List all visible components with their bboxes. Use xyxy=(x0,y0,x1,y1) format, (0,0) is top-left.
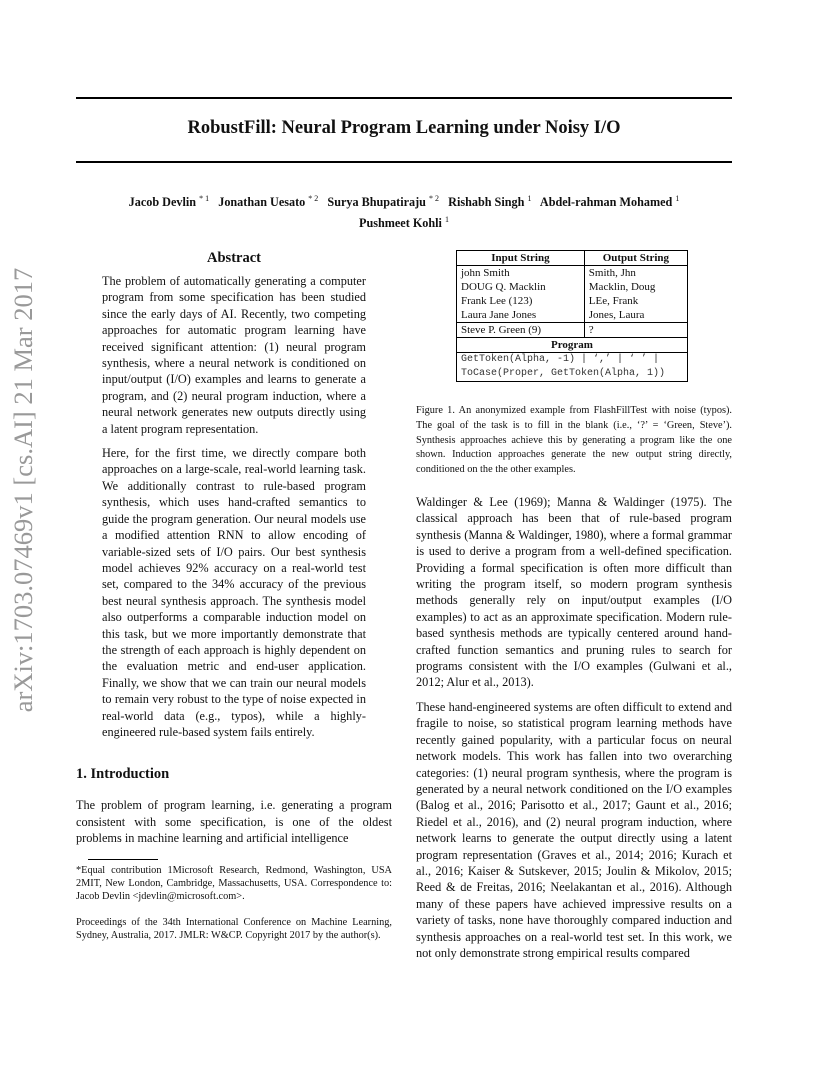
input-cell: Laura Jane Jones xyxy=(457,308,585,323)
figure-1-caption: Figure 1. An anonymized example from FlashFillTest with noise (typos). The goal of the task is to fill in the blank (i.e., ‘?’ = ‘Green, Steve’). Synthesis approaches achieve this by generating a program like the one shown. Induction approaches generate the new output string directly, conditioned on the the other examples. xyxy=(416,405,732,476)
footnote-rule xyxy=(88,859,158,860)
footnote-affiliations: *Equal contribution 1Microsoft Research, Redmond, Washington, USA 2MIT, New London, Cambridge, Massachusetts, USA. Correspondence to: Jacob Devlin <jdevlin@microsoft.com>. xyxy=(76,864,392,903)
author-list xyxy=(76,190,732,232)
intro-heading: 1. Introduction xyxy=(76,766,170,783)
title-bottom-rule xyxy=(76,161,732,163)
right-paragraph-2: These hand-engineered systems are often difficult to extend and fragile to noise, so statistical program learning methods have recently gained popularity, with a particular focus on neural network models. This work has fallen into two overarching categories: (1) neural program synthesis, where the program is generated by a neural network conditioned on the I/O examples (Balog et al., 2016; Parisotto et al., 2017; Gaunt et al., 2016; Riedel et al., 2016), and (2) neural program induction, where network learns to generate the output directly using a latent program representation (Graves et al., 2014; 2016; Kurach et al., 2016; Kaiser & Sutskever, 2015; Joulin & Mikolov, 2015; Reed & de Freitas, 2016; Neelakantan et al., 2016). Although many of these papers have achieved impressive results on a variety of tasks, none have thoroughly compared induction and synthesis approaches on a real-world test set. In this work, we not only demonstrate strong empirical results compared xyxy=(416,699,732,960)
paper-title: RobustFill: Neural Program Learning under Noisy I/O xyxy=(187,118,621,138)
author-line-1 xyxy=(76,190,732,211)
abstract-paragraph-1: The problem of automatically generating a computer program from some specification has been studied since the early days of AI. Recently, two competing approaches for automatic program learning have received significant attention: (1) neural program synthesis, where a neural network is conditioned on input/output (I/O) examples and learns to generate a program, and (2) neural program induction, where a neural network generates new outputs directly using a latent program representation. xyxy=(102,274,366,436)
author-affiliation: 1 xyxy=(445,215,449,225)
author-name: Jacob Devlin xyxy=(128,195,197,210)
author-name: Surya Bhupatiraju xyxy=(327,195,426,210)
output-cell: Macklin, Doug xyxy=(584,280,687,294)
intro-paragraph: The problem of program learning, i.e. generating a program consistent with some specification, is one of the oldest problems in machine learning and artificial intelligence xyxy=(76,798,392,846)
arxiv-stamp: arXiv:1703.07469v1 [cs.AI] 21 Mar 2017 xyxy=(8,267,38,713)
author-affiliation: 1 xyxy=(527,194,532,203)
author-affiliation: * 1 xyxy=(199,194,210,203)
author-affiliation: * 2 xyxy=(429,194,440,203)
output-cell: Jones, Laura xyxy=(584,308,687,323)
input-cell: john Smith xyxy=(457,266,585,281)
top-rule xyxy=(76,97,732,99)
input-cell: Steve P. Green (9) xyxy=(457,323,585,338)
author-line-2 xyxy=(76,211,732,232)
input-cell: Frank Lee (123) xyxy=(457,294,585,308)
author-affiliation: * 2 xyxy=(308,194,319,203)
column-header-input: Input String xyxy=(457,251,585,266)
footnote-proceedings: Proceedings of the 34th International Conference on Machine Learning, Sydney, Australia, 2017. JMLR: W&CP. Copyright 2017 by the author(s). xyxy=(76,916,392,942)
right-paragraph-1: Waldinger & Lee (1969); Manna & Waldinger (1975). The classical approach has been that of rule-based program synthesis (Manna & Waldinger, 1980), where a formal grammar is used to derive a program from a well-defined specification. Providing a formal specification is often more difficult than writing the program itself, so modern program synthesis methods generally rely on input/output examples (I/O examples) to act as an approximate specification. Modern rule-based synthesis methods are typically centered around hand-crafted function semantics and pruning rules to search for programs consistent with the I/O examples (Gulwani et al., 2012; Alur et al., 2013). xyxy=(416,495,732,690)
author-name: Abdel-rahman Mohamed xyxy=(539,195,673,210)
abstract-paragraph-2: Here, for the first time, we directly compare both approaches on a large-scale, real-world learning task. We additionally contrast to rule-based program synthesis, which uses hand-crafted semantics to guide the program generation. Our neural models use a modified attention RNN to allow encoding of variable-sized sets of I/O pairs. Our best synthesis model achieves 92% accuracy on a real-world test set, compared to the 34% accuracy of the previous best neural synthesis approach. The synthesis model also outperforms a comparable induction model on this task, but we more importantly demonstrate that the strength of each approach is highly dependent on the evaluation metric and end-user application. Finally, we show that we can train our neural models to remain very robust to the type of noise expected in real-world data (e.g., typos), while a highly-engineered rule-based system fails entirely. xyxy=(102,446,366,739)
author-name: Rishabh Singh xyxy=(448,195,525,210)
left-column xyxy=(76,250,392,955)
program-line-1: GetToken(Alpha, -1) | ‘,’ | ‘ ’ | xyxy=(461,354,660,365)
column-header-output: Output String xyxy=(584,251,687,266)
author-name: Pushmeet Kohli xyxy=(359,216,442,231)
program-heading: Program xyxy=(457,338,688,353)
output-cell: ? xyxy=(584,323,687,338)
program-line-2: ToCase(Proper, GetToken(Alpha, 1)) xyxy=(461,368,666,379)
output-cell: Smith, Jhn xyxy=(584,266,687,281)
output-cell: LEe, Frank xyxy=(584,294,687,308)
program-code xyxy=(457,353,688,382)
figure-1-table xyxy=(456,250,688,382)
input-cell: DOUG Q. Macklin xyxy=(457,280,585,294)
right-column-text xyxy=(416,494,732,961)
abstract-heading: Abstract xyxy=(207,250,261,266)
author-name: Jonathan Uesato xyxy=(218,195,306,210)
author-affiliation: 1 xyxy=(675,194,680,203)
